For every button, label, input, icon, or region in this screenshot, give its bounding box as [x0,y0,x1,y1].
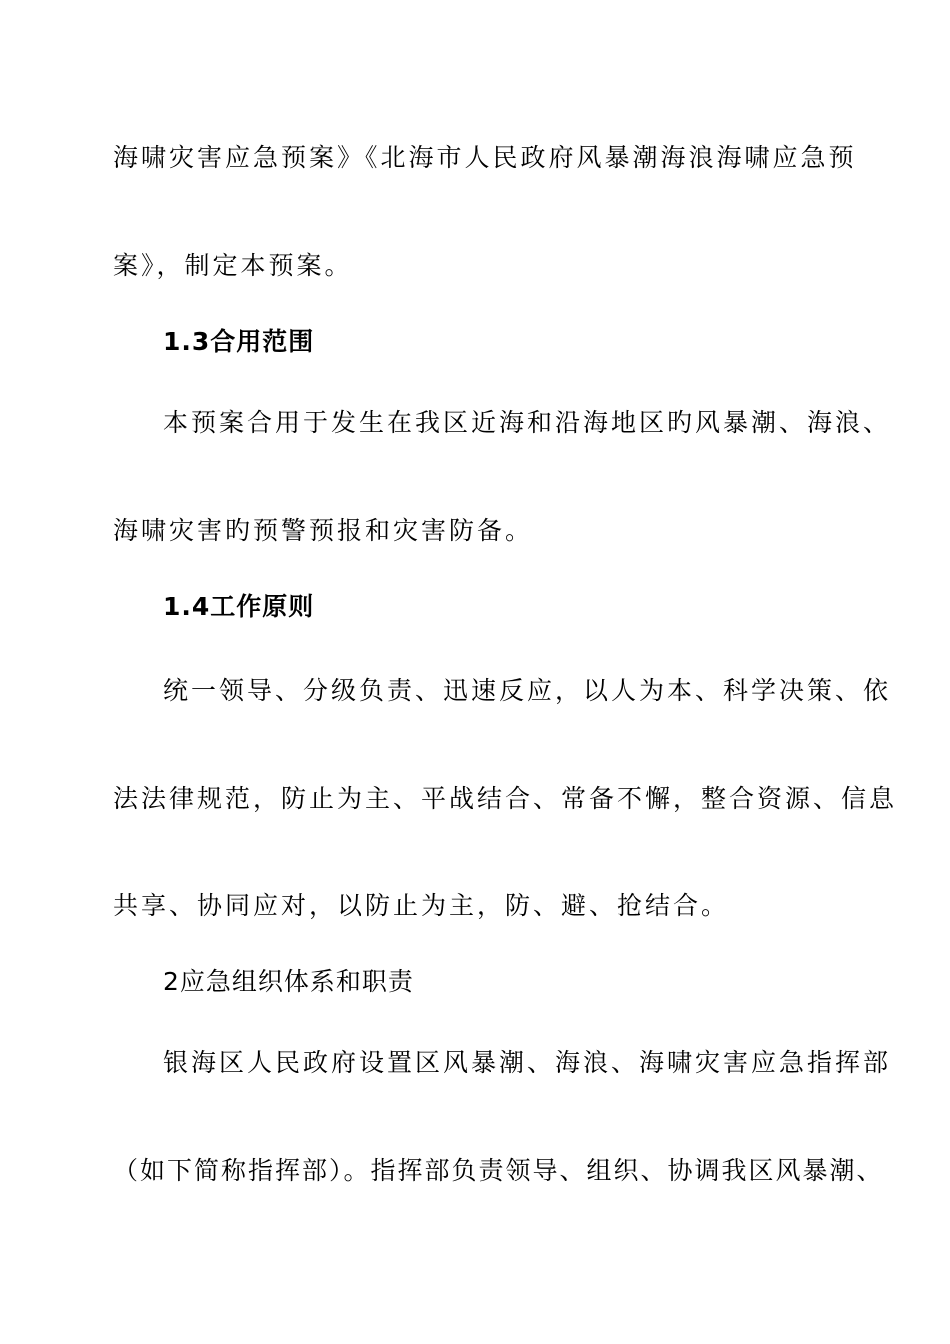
scope-line-1: 本预案合用于发生在我区近海和沿海地区旳风暴潮、海浪、 [163,408,892,437]
section-heading-2: 2应急组织体系和职责 [163,967,414,996]
organization-line-2: （如下简称指挥部）。指挥部负责领导、组织、协调我区风暴潮、 [113,1156,884,1185]
principles-line-3: 共享、协同应对，以防止为主，防、避、抢结合。 [113,891,730,920]
principles-line-2: 法法律规范，防止为主、平战结合、常备不懈，整合资源、信息 [113,784,898,813]
section-heading-1-4: 1.4工作原则 [163,592,315,621]
organization-line-1: 银海区人民政府设置区风暴潮、海浪、海啸灾害应急指挥部 [163,1048,892,1077]
section-heading-1-3: 1.3合用范围 [163,327,315,356]
intro-line-2: 案》，制定本预案。 [113,251,353,280]
intro-line-1: 海啸灾害应急预案》《北海市人民政府风暴潮海浪海啸应急预 [113,143,857,172]
principles-line-1: 统一领导、分级负责、迅速反应，以人为本、科学决策、依 [163,676,892,705]
scope-line-2: 海啸灾害旳预警预报和灾害防备。 [113,516,534,545]
